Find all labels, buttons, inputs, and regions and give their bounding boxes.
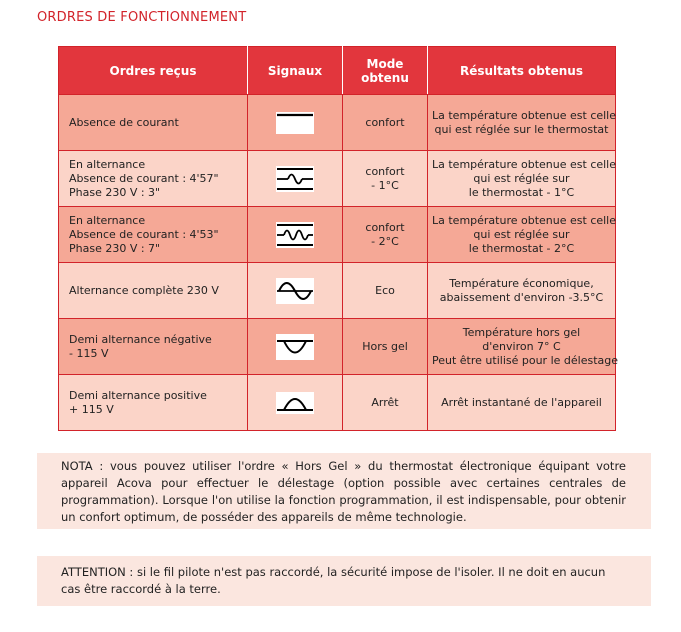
result-cell: [428, 151, 616, 207]
result-line: La température obtenue est celle: [432, 108, 617, 122]
result-line: abaissement d'environ -3.5°C: [439, 290, 604, 304]
mode-line: Eco: [375, 283, 395, 297]
mode-line: - 1°C: [371, 178, 399, 192]
result-line: La température obtenue est celle: [432, 213, 617, 227]
result-line: Arrêt instantané de l'appareil: [441, 395, 602, 409]
mode-cell: [343, 207, 428, 263]
single-wave-burst-signal-icon: [276, 166, 314, 192]
header-mode-line-2: obtenu: [361, 70, 409, 85]
table-row: [59, 319, 616, 375]
table-header-row: [59, 47, 616, 95]
signal-cell: [248, 95, 343, 151]
order-line: Demi alternance positive: [69, 388, 207, 402]
result-line: Température hors gel: [462, 325, 581, 339]
double-wave-burst-signal-icon: [276, 222, 314, 248]
order-line: Absence de courant : 4'53": [69, 227, 219, 241]
order-line: Absence de courant : 4'57": [69, 171, 219, 185]
result-cell: [428, 207, 616, 263]
result-line: qui est réglée sur: [473, 171, 570, 185]
positive-half-wave-signal-icon: [276, 392, 314, 414]
table-row: [59, 151, 616, 207]
result-cell: [428, 263, 616, 319]
result-line: La température obtenue est celle: [432, 157, 617, 171]
header-mode-line-1: Mode: [366, 56, 404, 71]
full-sine-wave-signal-icon: [276, 278, 314, 304]
order-cell: [59, 207, 248, 263]
order-cell: [59, 375, 248, 431]
mode-cell: [343, 95, 428, 151]
header-results: Résultats obtenus: [428, 47, 616, 95]
mode-line: - 2°C: [371, 234, 399, 248]
table-row: [59, 95, 616, 151]
order-line: Demi alternance négative: [69, 332, 212, 346]
result-line: le thermostat - 2°C: [468, 241, 575, 255]
mode-line: confort: [365, 164, 405, 178]
order-cell: [59, 95, 248, 151]
attention-text: ATTENTION : si le fil pilote n'est pas raccordé, la sécurité impose de l'isoler. Il ne doit en aucun cas être raccordé à la terre.: [61, 565, 606, 596]
note-text: NOTA : vous pouvez utiliser l'ordre « Hors Gel » du thermostat électronique équipant votre appareil Acova pour effectuer le délestage (option possible avec certaines centrales de programmation). Lorsque l'on utilise la fonction programmation, il est indispensable, pour obtenir un confort optimum, de posséder des appareils de même technologie.: [61, 459, 626, 524]
header-signals: Signaux: [248, 47, 343, 95]
signal-cell: [248, 151, 343, 207]
order-line: + 115 V: [69, 402, 114, 416]
table-row: [59, 375, 616, 431]
mode-line: Arrêt: [371, 395, 399, 409]
note-box: [37, 453, 651, 529]
result-line: le thermostat - 1°C: [468, 185, 575, 199]
order-line: Phase 230 V : 7": [69, 241, 161, 255]
signal-cell: [248, 319, 343, 375]
negative-half-wave-signal-icon: [276, 334, 314, 360]
mode-cell: [343, 319, 428, 375]
order-line: Phase 230 V : 3": [69, 185, 161, 199]
mode-line: Hors gel: [362, 339, 408, 353]
mode-line: confort: [365, 220, 405, 234]
table-row: [59, 263, 616, 319]
mode-cell: [343, 151, 428, 207]
signal-cell: [248, 375, 343, 431]
result-cell: [428, 375, 616, 431]
order-line: Absence de courant: [69, 115, 179, 129]
mode-line: confort: [365, 115, 405, 129]
signal-cell: [248, 207, 343, 263]
operating-orders-table: [58, 46, 616, 431]
result-line: qui est réglée sur: [473, 227, 570, 241]
order-cell: [59, 263, 248, 319]
mode-cell: [343, 263, 428, 319]
order-line: En alternance: [69, 213, 146, 227]
order-line: Alternance complète 230 V: [69, 283, 219, 297]
result-cell: [428, 319, 616, 375]
result-line: d'environ 7° C: [482, 339, 561, 353]
result-line: Peut être utilisé pour le délestage: [432, 353, 618, 367]
mode-cell: [343, 375, 428, 431]
table-row: [59, 207, 616, 263]
result-line: qui est réglée sur le thermostat: [434, 122, 609, 136]
result-line: Température économique,: [449, 276, 594, 290]
result-cell: [428, 95, 616, 151]
order-line: En alternance: [69, 157, 146, 171]
header-mode: [343, 47, 428, 95]
header-orders: Ordres reçus: [59, 47, 248, 95]
signal-cell: [248, 263, 343, 319]
order-line: - 115 V: [69, 346, 109, 360]
flat-line-signal-icon: [276, 112, 314, 134]
attention-box: [37, 556, 651, 606]
order-cell: [59, 151, 248, 207]
page-title: ORDRES DE FONCTIONNEMENT: [37, 10, 247, 25]
order-cell: [59, 319, 248, 375]
